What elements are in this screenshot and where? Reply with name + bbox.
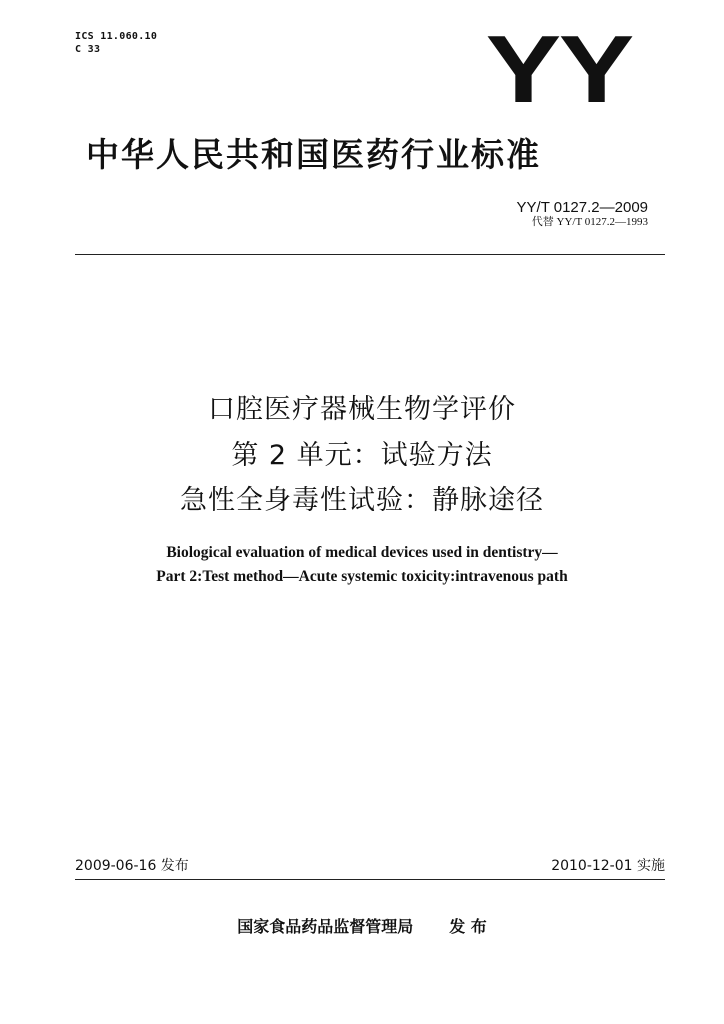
- footer-divider: [75, 879, 665, 880]
- issuing-authority: 国家食品药品监督管理局: [237, 917, 414, 936]
- replaced-standard: 代替 YY/T 0127.2—1993: [531, 216, 648, 228]
- standard-body-title: 中华人民共和国医药行业标准: [86, 135, 541, 174]
- title-cn-line-2: 第 2 单元：试验方法: [231, 440, 493, 471]
- title-cn-line-3: 急性全身毒性试验：静脉途径: [180, 485, 544, 516]
- ccs-code: C 33: [75, 44, 101, 55]
- issue-date: 2009-06-16 发布: [75, 858, 189, 874]
- issue-label: 发 布: [449, 917, 487, 936]
- implementation-date: 2010-12-01 实施: [551, 858, 665, 874]
- classification-codes: [75, 30, 157, 56]
- title-cn-line-1: 口腔医疗器械生物学评价: [208, 394, 516, 425]
- title-en-line-1: Biological evaluation of medical devices used in dentistry—: [166, 544, 558, 561]
- publisher-line: [0, 916, 724, 938]
- header-divider: [75, 254, 665, 255]
- standard-logo: YY: [485, 16, 632, 123]
- ics-code: ICS 11.060.10: [75, 31, 158, 42]
- standard-number: YY/T 0127.2—2009: [516, 199, 648, 216]
- title-en-line-2: Part 2:Test method—Acute systemic toxicity:intravenous path: [156, 568, 568, 585]
